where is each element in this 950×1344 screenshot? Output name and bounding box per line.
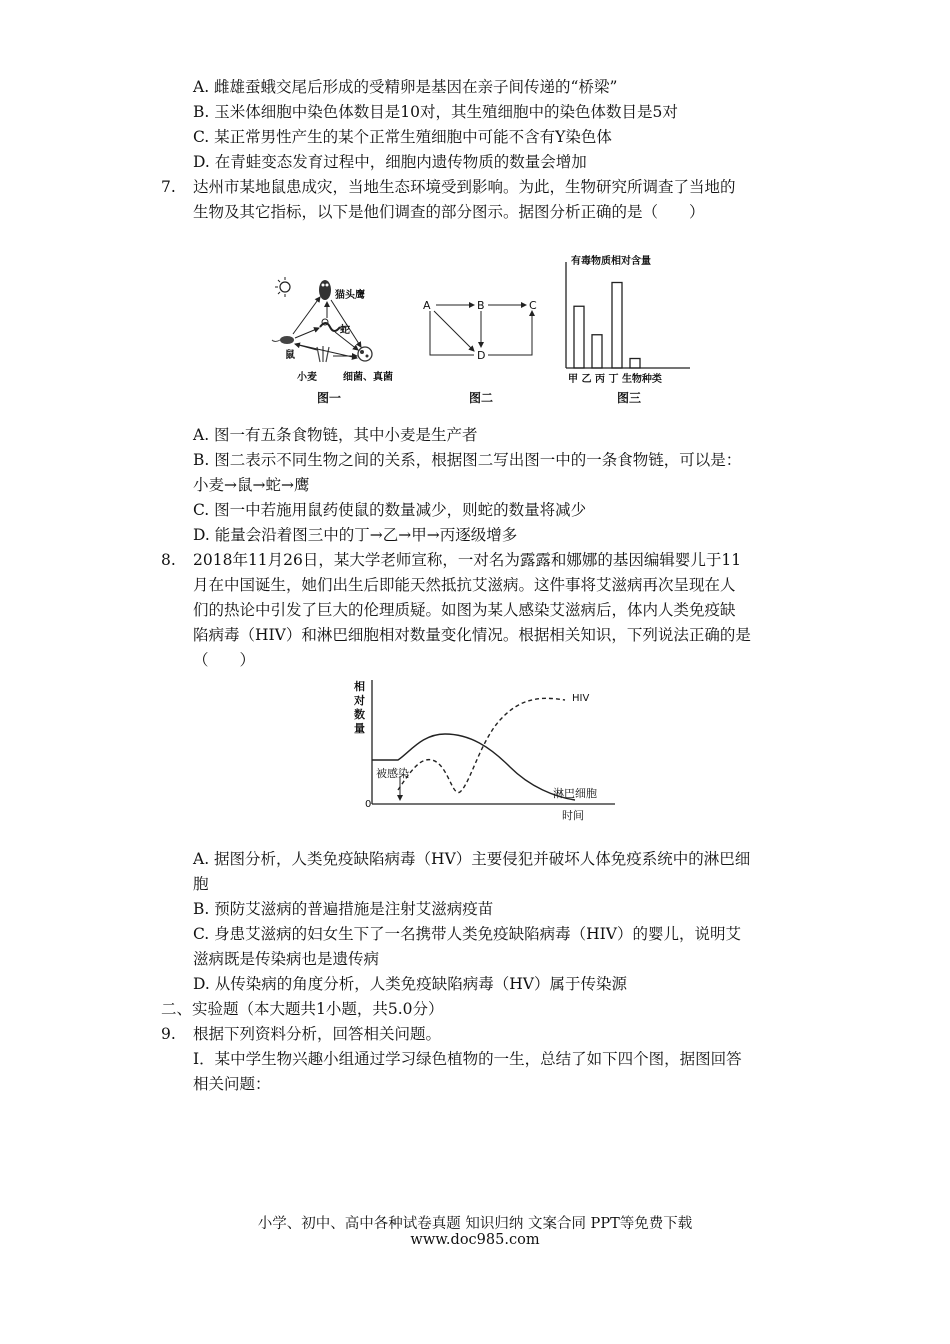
- node-a: A: [423, 299, 431, 312]
- snake-icon: [320, 319, 340, 331]
- q6-option-a: A. 雌雄蚕蛾交尾后形成的受精卵是基因在亲子间传递的“桥梁”: [193, 78, 618, 96]
- sun-icon: [275, 277, 290, 297]
- q8-option-d: D. 从传染病的角度分析，人类免疫缺陷病毒（HV）属于传染源: [193, 975, 627, 993]
- q9-sub1-line1: I．某中学生物兴趣小组通过学习绿色植物的一生，总结了如下四个图，据图回答: [193, 1050, 742, 1068]
- q8-stem-line3: 们的热论中引发了巨大的伦理质疑。如图为某人感染艾滋病后，体内人类免疫缺: [193, 601, 736, 619]
- fig1-label-decomposer: 细菌、真菌: [343, 372, 393, 383]
- footer-line1: 小学、初中、高中各种试卷真题 知识归纳 文案合同 PPT等免费下载: [257, 1216, 693, 1232]
- fig1-caption: 图一: [317, 391, 342, 405]
- q7-option-c: C. 图一中若施用鼠药使鼠的数量减少，则蛇的数量将减少: [193, 501, 587, 519]
- graph-ylabel-4: 量: [354, 722, 365, 735]
- owl-icon: [319, 280, 331, 300]
- wheat-icon: [317, 346, 329, 362]
- q8-stem-line2: 月在中国诞生，她们出生后即能天然抵抗艾滋病。这件事将艾滋病再次呈现在人: [193, 576, 736, 594]
- footer-url[interactable]: www.doc985.com: [410, 1232, 540, 1248]
- q6-option-c: C. 某正常男性产生的某个正常生殖细胞中可能不含有Y染色体: [193, 128, 612, 146]
- q7-option-b-line1: B. 图二表示不同生物之间的关系，根据图二写出图一中的一条食物链，可以是：: [193, 451, 742, 469]
- fig2-caption: 图二: [469, 391, 494, 405]
- category-label-3: 丁: [608, 374, 619, 385]
- q7-stem-line2: 生物及其它指标，以下是他们调查的部分图示。据图分析正确的是（ ）: [193, 203, 705, 221]
- graph-origin: 0: [365, 799, 372, 810]
- q6-option-d: D. 在青蛙变态发育过程中，细胞内遗传物质的数量会增加: [193, 153, 587, 171]
- bar-1: [592, 335, 602, 368]
- q7-option-d: D. 能量会沿着图三中的丁→乙→甲→丙逐级增多: [193, 526, 518, 544]
- category-label-1: 乙: [581, 374, 592, 385]
- q8-number: 8.: [161, 551, 176, 569]
- category-label-0: 甲: [568, 374, 578, 385]
- q7-option-a: A. 图一有五条食物链，其中小麦是生产者: [193, 426, 478, 444]
- q9-number: 9.: [161, 1025, 176, 1043]
- graph-ylabel-3: 数: [354, 708, 365, 721]
- graph-ylabel-1: 相: [354, 680, 365, 693]
- q8-option-c-line1: C. 身患艾滋病的妇女生下了一名携带人类免疫缺陷病毒（HIV）的婴儿，说明艾: [193, 925, 741, 943]
- q9-stem: 根据下列资料分析，回答相关问题。: [193, 1025, 442, 1043]
- category-label-2: 丙: [594, 374, 605, 385]
- fig1-label-mouse: 鼠: [285, 350, 295, 361]
- q8-stem-line4: 陷病毒（HIV）和淋巴细胞相对数量变化情况。根据相关知识，下列说法正确的是: [193, 626, 751, 644]
- graph-ylabel-2: 对: [354, 694, 365, 707]
- q8-stem-line5: （ ）: [193, 651, 256, 669]
- toxin-bar-chart: [560, 250, 700, 380]
- q8-option-a-line1: A. 据图分析，人类免疫缺陷病毒（HV）主要侵犯并破坏人体免疫系统中的淋巴细: [193, 850, 751, 868]
- graph-label-infected: 被感染: [376, 767, 409, 780]
- fig1-label-snake: 蛇: [340, 325, 350, 336]
- chart-ylabel: 有毒物质相对含量: [571, 256, 651, 267]
- q6-option-b: B. 玉米体细胞中染色体数目是10对，其生殖细胞中的染色体数目是5对: [193, 103, 678, 121]
- fig1-label-owl: 猫头鹰: [335, 290, 365, 301]
- node-c: C: [529, 299, 537, 312]
- bar-2: [612, 283, 622, 369]
- graph-label-lymph: 淋巴细胞: [553, 787, 597, 800]
- fig1-label-wheat: 小麦: [297, 372, 317, 383]
- chart-categories: [568, 370, 662, 385]
- decomposer-icon: [358, 347, 372, 361]
- node-b: B: [477, 299, 485, 312]
- section-heading: 二、实验题（本大题共1小题，共5.0分）: [161, 1000, 444, 1018]
- hiv-curve: [398, 698, 565, 792]
- fig3-caption: 图三: [617, 391, 642, 405]
- bar-0: [574, 306, 584, 368]
- q8-option-b: B. 预防艾滋病的普遍措施是注射艾滋病疫苗: [193, 900, 494, 918]
- q7-option-b-line2: 小麦→鼠→蛇→鹰: [193, 476, 310, 494]
- q8-option-a-line2: 胞: [193, 875, 209, 893]
- graph-xlabel: 时间: [562, 809, 584, 822]
- q7-stem-line1: 达州市某地鼠患成灾，当地生态环境受到影响。为此，生物研究所调查了当地的: [193, 178, 736, 196]
- graph-ylabel: [354, 680, 365, 736]
- bar-3: [630, 359, 640, 369]
- q8-stem-line1: 2018年11月26日，某大学老师宣称，一对名为露露和娜娜的基因编辑婴儿于11: [193, 551, 742, 569]
- q7-number: 7.: [161, 178, 176, 196]
- q9-sub1-line2: 相关问题：: [193, 1075, 271, 1093]
- q8-option-c-line2: 滋病既是传染病也是遗传病: [193, 950, 380, 968]
- node-d: D: [477, 349, 486, 362]
- mouse-icon: [272, 336, 294, 344]
- graph-label-hiv: HIV: [572, 693, 590, 704]
- chart-xlabel: 生物种类: [621, 374, 662, 385]
